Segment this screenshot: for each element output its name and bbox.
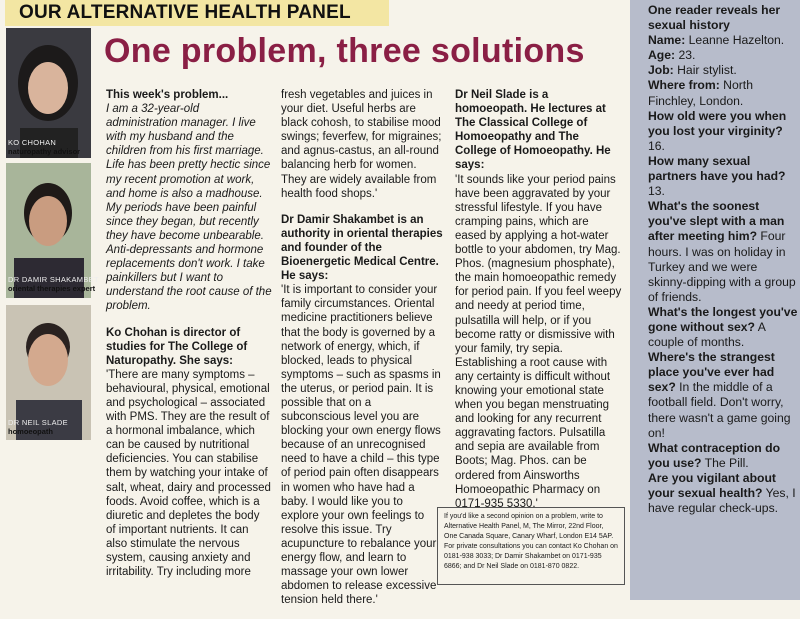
sidebar-intro: One reader reveals her sexual history [648, 3, 781, 33]
sidebar-answer: North Finchley, London. [648, 78, 753, 108]
sidebar-qa-item [648, 154, 798, 199]
sidebar-question: Name: [648, 33, 686, 48]
sidebar-answer: In the middle of a football field. Don't worry, there wasn't a game going on! [648, 380, 791, 440]
section-masthead: OUR ALTERNATIVE HEALTH PANEL [5, 0, 389, 26]
column-problem [106, 88, 272, 591]
sidebar-question: What contraception do you use? [648, 440, 781, 470]
expert-advice: 'There are many symptoms – behavioural, physical, emotional and psychological – associated with PMS. They are the result of a hormonal imbalance, which can be caused by nutritional deficiencies. You can stabilise them by watching your intake of salt, wheat, dairy and processed foods. Avoid coffee, which is a diuretic and depletes the body of important nutrients. It can also stimulate the nervous system, causing anxiety and irritability. Try including more [106, 368, 271, 579]
column-homoeopathy [455, 88, 623, 523]
sidebar-qa-item [648, 350, 798, 441]
sidebar-question: Job: [648, 63, 674, 78]
sidebar-qa-item [648, 109, 798, 154]
sidebar-answer: Hair stylist. [677, 63, 737, 78]
photo-caption-name: DR DAMIR SHAKAMBET [8, 275, 99, 284]
photo-caption-role: naturopathy advisor [8, 147, 81, 156]
expert-advice: 'It sounds like your period pains have been aggravated by your stressful lifestyle. If you have cramping pains, which are eased by applying a hot-water bottle to your abdomen, try Mag. Phos. (magnesium phosphate), the main homoeopathic remedy for period pain. If you feel weepy and needy at period time, pulsatilla will help, or if you become ratty or dismissive with your family, try sepia. Establishing a root cause with any certainty is difficult without knowing your emotional state when you began menstruating and looking for any recurrent aggravating factors. Pulsatilla and sepia are available from Boots; Mag. Phos. can be ordered from Ainsworths Homoeopathic Pharmacy on 0171-935 5330.' [455, 173, 622, 510]
photo-caption-role: oriental therapies expert [8, 284, 96, 293]
sidebar-qa-item [648, 78, 798, 108]
sidebar-qa-item [648, 33, 798, 48]
sidebar-question: Where from: [648, 78, 720, 93]
sidebar-answer: A couple of months. [648, 319, 766, 350]
sidebar-qa-item [648, 305, 798, 350]
expert-advice: 'It is important to consider your family circumstances. Oriental medicine practitioners believe that the body is governed by a network of energy, which, if blocked, leads to physical symptoms – such as spasms in the uterus, or period pain. It is possible that on a subconscious level you are blocking your own energy flows because of an unrecognised need to have a child – this type of period pain often disappears in women who have had a baby. I would like you to explore your own feelings to resolve this issue. Try acupuncture to rebalance your energy flow, and learn to massage your own lower abdomen to release excessive tension held there.' [281, 284, 441, 607]
sidebar-answer: 13. [648, 184, 665, 199]
sidebar-qa-item [648, 471, 798, 516]
sidebar-qa-item [648, 63, 798, 78]
sidebar-answer: Leanne Hazelton. [688, 33, 785, 48]
expert-advice-continued: fresh vegetables and juices in your diet. Useful herbs are black cohosh, to stabilise mood swings; feverfew, for migraines; and agnus-castus, an all-round balancing herb for women. They are widely available from health food shops.' [281, 89, 442, 200]
problem-text: I am a 32-year-old administration manager. I live with my husband and the children from his first marriage. Life has been pretty hectic since my recent promotion at work, and home is also a madhouse. My periods have been painful since they began, but recently they have become unbearable. Anti-depressants and hormone replacements don't work. I take painkillers but I want to understand the root cause of the problem. [106, 103, 272, 313]
sidebar-sexual-history [630, 0, 800, 600]
column-oriental [281, 88, 443, 619]
expert-intro: Dr Damir Shakambet is an authority in oriental therapies and founder of the Bioenergetic Medical Centre. He says: [281, 213, 443, 283]
sidebar-qa-item [648, 48, 798, 63]
sidebar-answer: Four hours. I was on holiday in Turkey and we were skinny-dipping with a group of friends. [648, 229, 796, 304]
sidebar-question: What's the longest you've gone without sex? [648, 304, 798, 334]
sidebar-question: Are you vigilant about your sexual health? [648, 470, 776, 500]
sidebar-answer: Yes, I have regular check-ups. [648, 486, 796, 516]
sidebar-question: How old were you when you lost your virginity? [648, 108, 787, 138]
photo-caption-name: KO CHOHAN [8, 138, 57, 147]
photo-caption-name: DR NEIL SLADE [8, 418, 68, 427]
contact-infobox: If you'd like a second opinion on a problem, write to Alternative Health Panel, M, The Mirror, 22nd Floor, One Canada Square, Canary Wharf, London E14 5AP. For private consultations you can contact Ko Chohan on 0181-938 3033; Dr Damir Shakambet on 0171-935 6866; and Dr Neil Slade on 0181-870 0822. [437, 507, 625, 585]
sidebar-question: Where's the strangest place you've ever had sex? [648, 350, 775, 395]
sidebar-question: What's the soonest you've slept with a man after meeting him? [648, 199, 785, 244]
sidebar-question: How many sexual partners have you had? [648, 153, 786, 184]
sidebar-answer: 23. [678, 48, 696, 63]
sidebar-answer: The Pill. [704, 455, 749, 470]
sidebar-qa-item [648, 441, 798, 471]
photo-caption-role: homoeopath [8, 427, 53, 436]
sidebar-answer: 16. [648, 138, 665, 153]
problem-heading: This week's problem... [106, 89, 229, 101]
sidebar-qa-item [648, 199, 798, 305]
expert-intro: Ko Chohan is director of studies for The College of Naturopathy. She says: [106, 326, 248, 367]
article-headline: One problem, three solutions [104, 32, 585, 70]
expert-intro: Dr Neil Slade is a homoeopath. He lectures at The Classical College of Homoeopathy and The College of Homoeopathy. He says: [455, 89, 611, 172]
sidebar-question: Age: [648, 48, 676, 63]
